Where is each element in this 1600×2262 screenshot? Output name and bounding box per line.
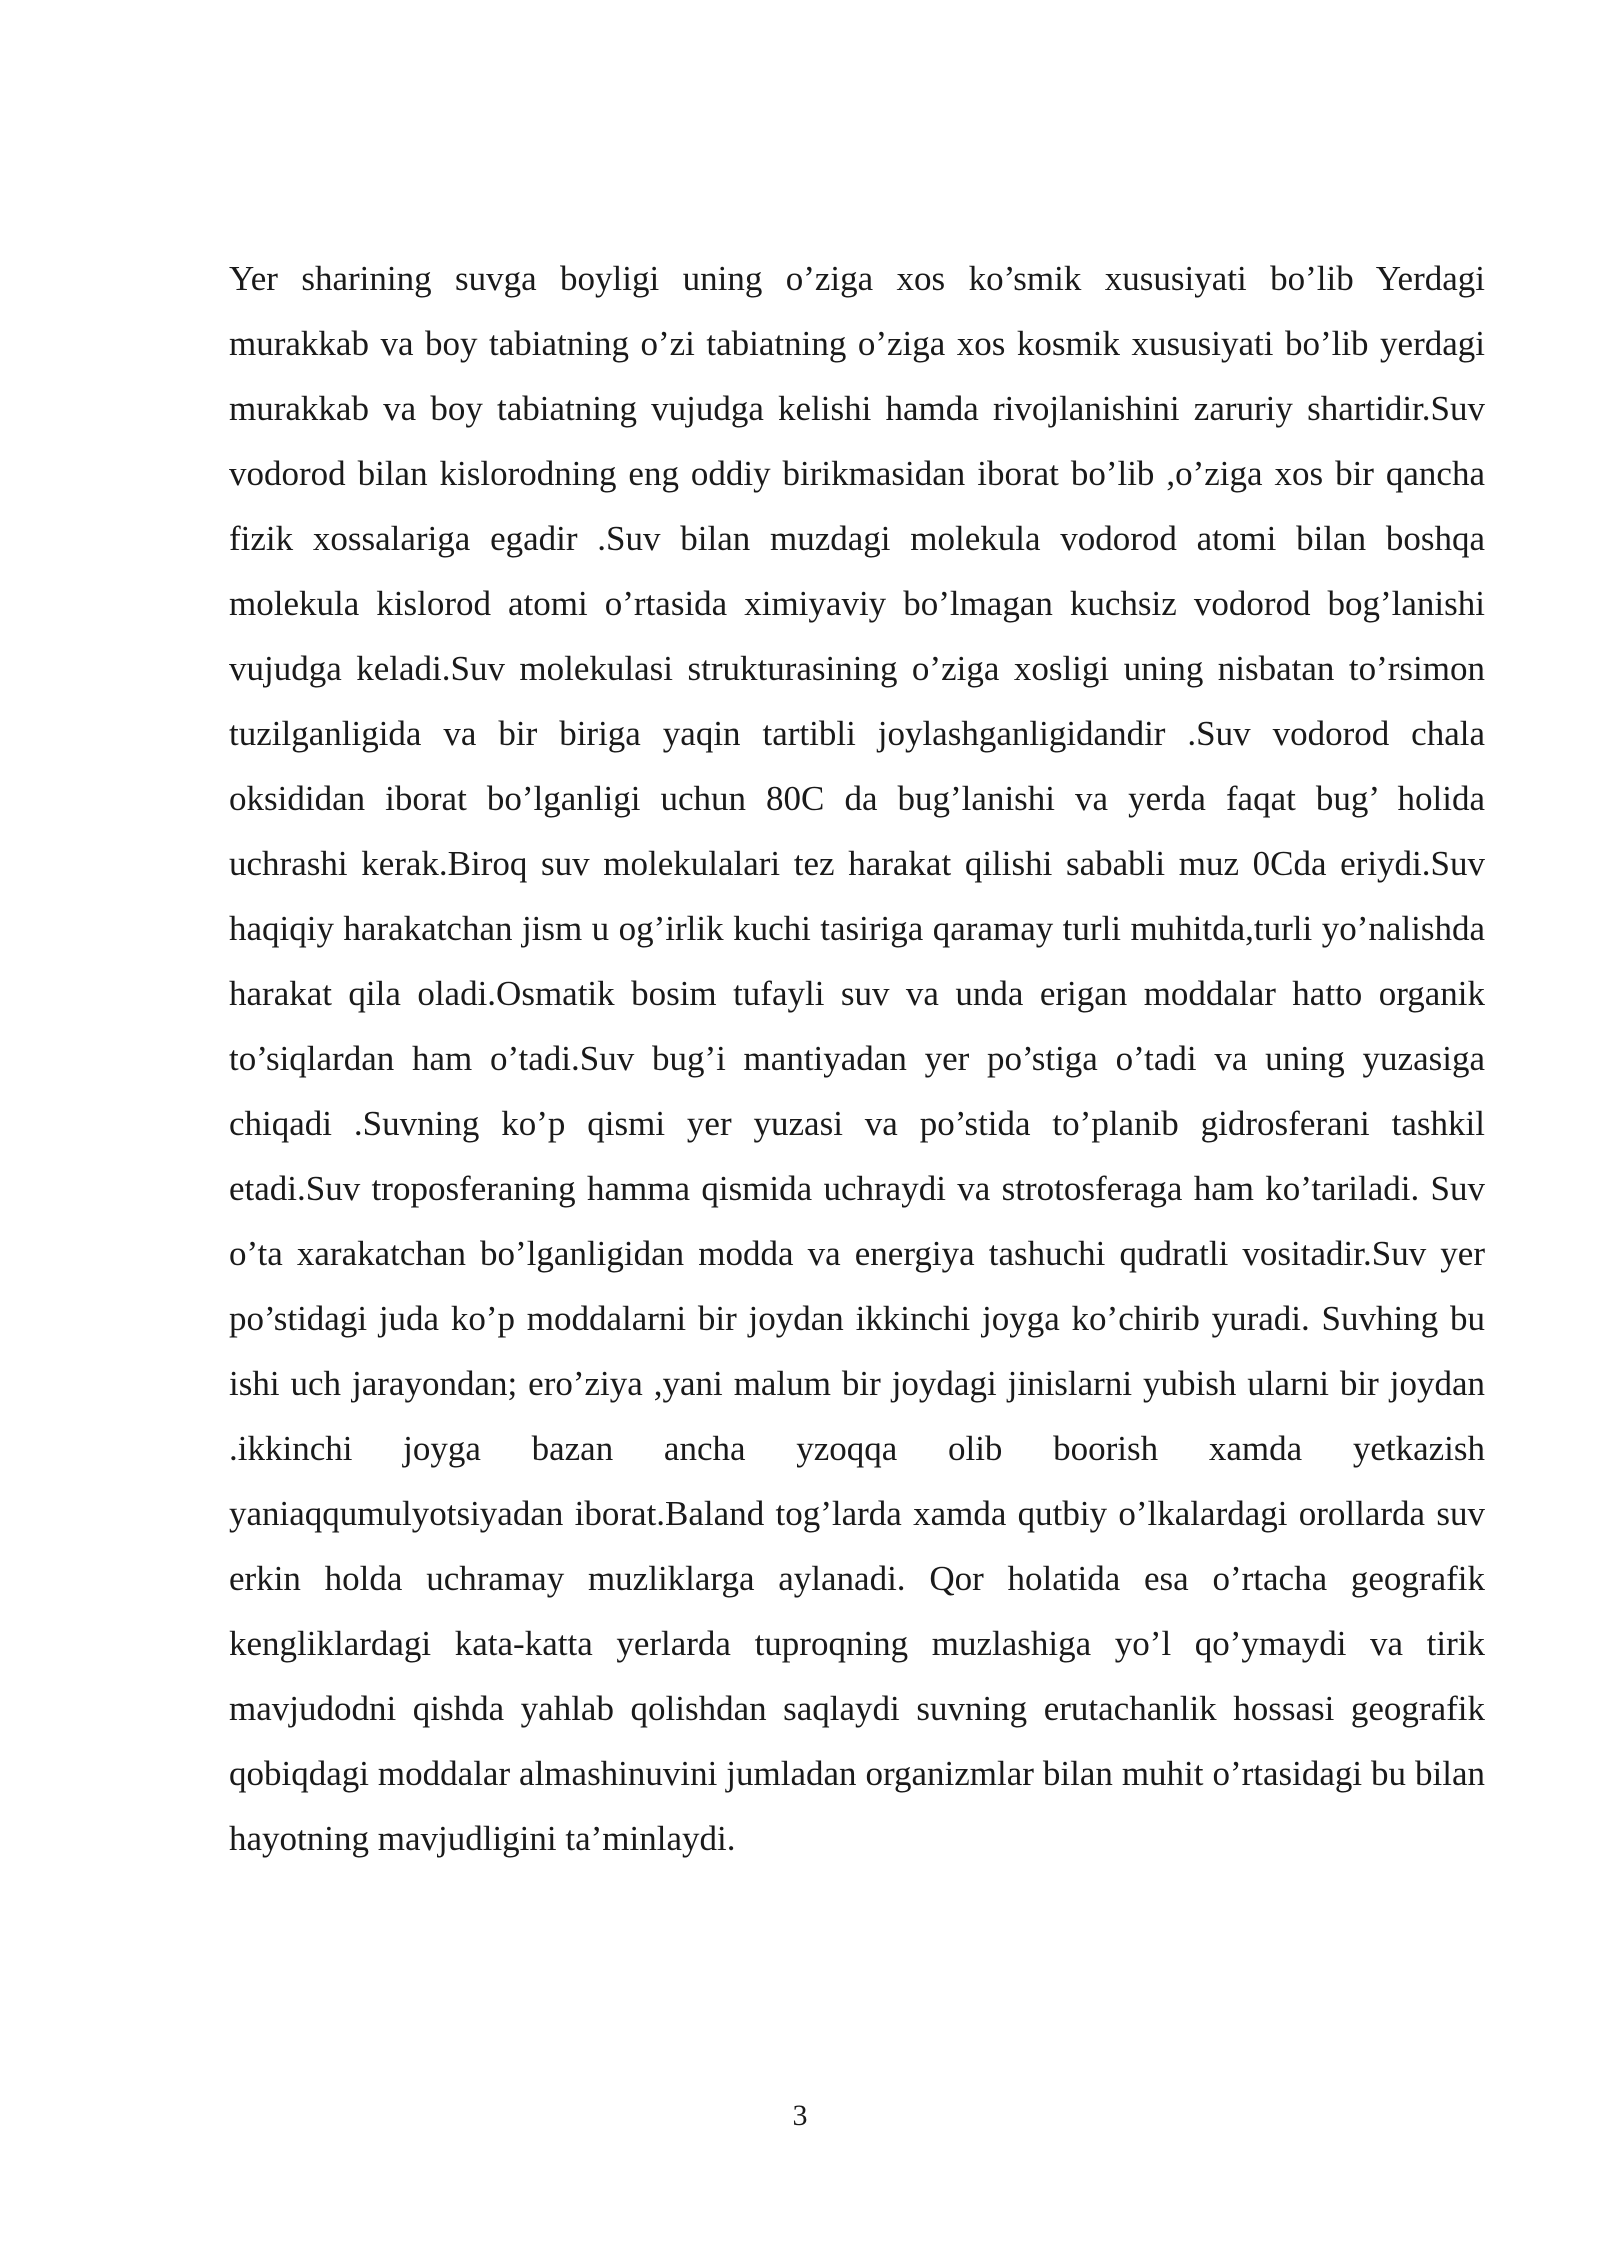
page-number: 3 bbox=[792, 2099, 808, 2132]
body-paragraph: Yer sharining suvga boyligi uning o’ziga xos ko’smik xususiyati bo’lib Yerdagi murakkab va boy tabiatning o’zi tabiatning o’ziga xos kosmik xususiyati bo’lib yerdagi murakkab va boy tabiatning vujudga kelishi hamda rivojlanishini zaruriy shartidir.Suv vodorod bilan kislorodning eng oddiy birikmasidan iborat bo’lib ,o’ziga xos bir qancha fizik xossalariga egadir .Suv bilan muzdagi molekula vodorod atomi bilan boshqa molekula kislorod atomi o’rtasida ximiyaviy bo’lmagan kuchsiz vodorod bog’lanishi vujudga keladi.Suv molekulasi strukturasining o’ziga xosligi uning nisbatan to’rsimon tuzilganligida va bir biriga yaqin tartibli joylashganligidandir .Suv vodorod chala oksididan iborat bo’lganligi uchun 80C da bug’lanishi va yerda faqat bug’ holida uchrashi kerak.Biroq suv molekulalari tez harakat qilishi sababli muz 0Cda eriydi.Suv haqiqiy harakatchan jism u og’irlik kuchi tasiriga qaramay turli muhitda,turli yo’nalishda harakat qila oladi.Osmatik bosim tufayli suv va unda erigan moddalar hatto organik to’siqlardan ham o’tadi.Suv bug’i mantiyadan yer po’stiga o’tadi va uning yuzasiga chiqadi .Suvning ko’p qismi yer yuzasi va po’stida to’planib gidrosferani tashkil etadi.Suv troposferaning hamma qismida uchraydi va strotosferaga ham ko’tariladi. Suv o’ta xarakatchan bo’lganligidan modda va energiya tashuchi qudratli vositadir.Suv yer po’stidagi juda ko’p moddalarni bir joydan ikkinchi joyga ko’chirib yuradi. Suvhing bu ishi uch jarayondan; ero’ziya ,yani malum bir joydagi jinislarni yubish ularni bir joydan .ikkinchi joyga bazan ancha yzoqqa olib boorish xamda yetkazish yaniaqqumulyotsiyadan iborat.Baland tog’larda xamda qutbiy o’lkalardagi orollarda suv erkin holda uchramay muzliklarga aylanadi. Qor holatida esa o’rtacha geografik kengliklardagi kata-katta yerlarda tuproqning muzlashiga yo’l qo’ymaydi va tirik mavjudodni qishda yahlab qolishdan saqlaydi suvning erutachanlik hossasi geografik qobiqdagi moddalar almashinuvini jumladan organizmlar bilan muhit o’rtasidagi bu bilan hayotning mavjudligini ta’minlaydi. bbox=[229, 259, 1485, 1858]
